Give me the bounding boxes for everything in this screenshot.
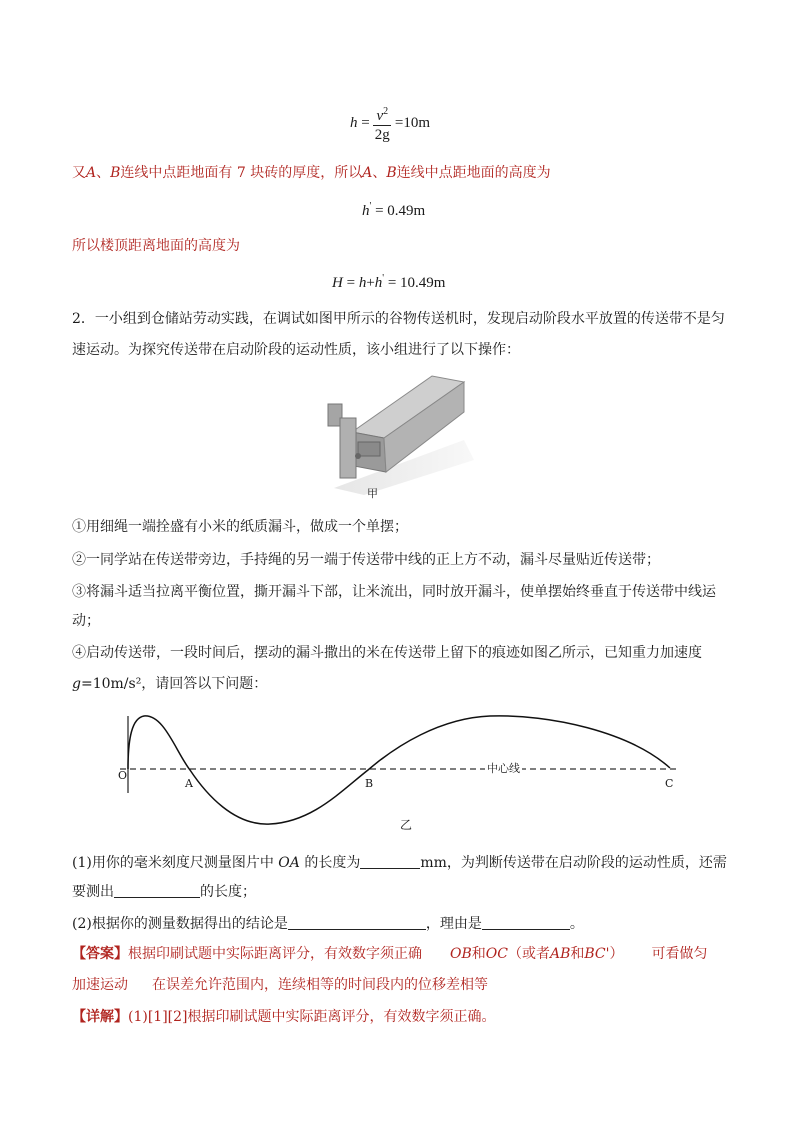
detail-text: (1)[1][2]根据印刷试题中实际距离评分，有效数字须正确。 xyxy=(128,1009,496,1025)
answer-line2b: 在误差允许范围内，连续相等的时间段内的位移差相等 xyxy=(152,977,488,993)
eq1-lhs: h xyxy=(350,114,358,131)
answer-t1: 根据印刷试题中实际距离评分，有效数字须正确 xyxy=(128,946,422,962)
answer-BC: BC xyxy=(584,946,606,962)
answer-paren2: '） xyxy=(605,946,624,962)
p1-B1: B xyxy=(110,165,121,181)
p1-B2: B xyxy=(386,165,397,181)
answer-line-2 xyxy=(72,975,488,995)
blank-1[interactable] xyxy=(360,854,420,869)
solution-para-1 xyxy=(72,163,551,183)
question-2-line-1: 2．一小组到仓储站劳动实践，在调试如图甲所示的谷物传送机时，发现启动阶段水平放置的传送带不是匀 xyxy=(72,311,725,327)
answer-and2: 和 xyxy=(570,946,585,962)
sub2-c: 。 xyxy=(569,916,584,932)
question-2-line-2: 速运动。为探究传送带在启动阶段的运动性质，该小组进行了以下操作： xyxy=(72,342,520,358)
equation-height xyxy=(350,103,430,144)
eq1-rhs: =10m xyxy=(394,114,431,131)
step-4-line-2 xyxy=(72,674,267,694)
eq3-prime: ' xyxy=(382,273,385,284)
label-B: B xyxy=(365,777,374,790)
eq2-lhs: h xyxy=(362,203,370,219)
label-O: O xyxy=(118,769,128,782)
roller xyxy=(355,453,361,459)
p1-t0: 又 xyxy=(72,165,86,181)
blank-4[interactable] xyxy=(482,915,570,930)
detail-tag: 【详解】 xyxy=(72,1009,128,1025)
eq1-num-var: v xyxy=(376,108,384,124)
sub1-a: (1)用你的毫米刻度尺测量图片中 xyxy=(72,855,279,871)
answer-AB: AB xyxy=(549,946,571,962)
answer-tag: 【答案】 xyxy=(72,946,128,962)
equation-brick-height xyxy=(362,201,425,220)
conveyor-figure xyxy=(324,370,474,505)
p1-s2: 、 xyxy=(372,165,387,181)
label-center-line: 中心线 xyxy=(487,762,520,775)
motor-stand xyxy=(340,418,356,478)
eq3-H: H xyxy=(332,275,343,291)
blank-2[interactable] xyxy=(114,883,200,898)
step-4-line-1: ④启动传送带，一段时间后，摆动的漏斗撒出的米在传送带上留下的痕迹如图乙所示，已知重力加速度 xyxy=(72,645,702,661)
subquestion-2 xyxy=(72,914,584,934)
p1-A2: A xyxy=(362,165,373,181)
answer-t2: 可看做匀 xyxy=(651,946,708,962)
subquestion-1-line-1 xyxy=(72,853,727,873)
sub2-b: ，理由是 xyxy=(425,916,482,932)
eq3-eq: = xyxy=(342,275,359,291)
eq3-plus: + xyxy=(366,275,375,291)
sand-trace-curve xyxy=(128,716,670,824)
label-A: A xyxy=(185,777,193,790)
eq3-h2: h xyxy=(374,275,383,291)
eq3-rhs: = 10.49m xyxy=(384,275,446,291)
sub1-line2a: 要测出 xyxy=(72,884,114,900)
step-1: ①用细绳一端拴盛有小米的纸质漏斗，做成一个单摆； xyxy=(72,519,408,535)
p1-s1: 、 xyxy=(96,165,111,181)
eq1-denominator: 2g xyxy=(374,127,390,143)
trace-figure xyxy=(110,708,700,838)
figure-label-jia: 甲 xyxy=(367,487,378,500)
conveyor-illustration xyxy=(324,370,474,500)
answer-paren1: （或者 xyxy=(507,946,550,962)
step-4-rest: =10m/s²，请回答以下问题： xyxy=(80,676,268,692)
eq1-exponent: 2 xyxy=(383,106,389,117)
sub2-a: (2)根据你的测量数据得出的结论是 xyxy=(72,916,288,932)
label-C: C xyxy=(665,777,674,790)
answer-line2a: 加速运动 xyxy=(72,977,128,993)
eq1-equals: = xyxy=(361,114,370,131)
p1-A1: A xyxy=(86,165,97,181)
equation-total-height xyxy=(332,273,445,292)
answer-and1: 和 xyxy=(471,946,486,962)
eq2-prime: ' xyxy=(369,201,372,212)
solution-para-2: 所以楼顶距离地面的高度为 xyxy=(72,238,240,254)
answer-OB: OB xyxy=(450,946,472,962)
subquestion-1-line-2 xyxy=(72,882,256,902)
sub1-line2b: 的长度； xyxy=(200,884,256,900)
sub1-c: mm，为判断传送带在启动阶段的运动性质，还需 xyxy=(420,855,727,871)
step-2: ②一同学站在传送带旁边，手持绳的另一端于传送带中线的正上方不动，漏斗尽量贴近传送带； xyxy=(72,552,660,568)
step-3-line-1: ③将漏斗适当拉离平衡位置，撕开漏斗下部，让米流出，同时放开漏斗，使单摆始终垂直于传送带中线运 xyxy=(72,584,716,600)
eq3-h: h xyxy=(358,275,367,291)
p1-t2: 连线中点距地面的高度为 xyxy=(396,165,551,181)
eq1-numerator xyxy=(373,103,391,126)
eq1-fraction xyxy=(373,103,391,144)
detail-line xyxy=(72,1007,496,1027)
answer-line-1 xyxy=(72,944,708,964)
blank-3[interactable] xyxy=(288,915,426,930)
step-4-g: g xyxy=(72,676,81,692)
answer-OC: OC xyxy=(485,946,508,962)
sub1-OA: OA xyxy=(278,855,300,871)
step-3-line-2: 动； xyxy=(72,613,100,629)
eq2-rhs: = 0.49m xyxy=(375,203,426,219)
figure-label-yi: 乙 xyxy=(400,818,413,832)
hopper xyxy=(358,442,380,456)
p1-t1: 连线中点距地面有 7 块砖的厚度，所以 xyxy=(120,165,363,181)
sub1-b: 的长度为 xyxy=(299,855,361,871)
